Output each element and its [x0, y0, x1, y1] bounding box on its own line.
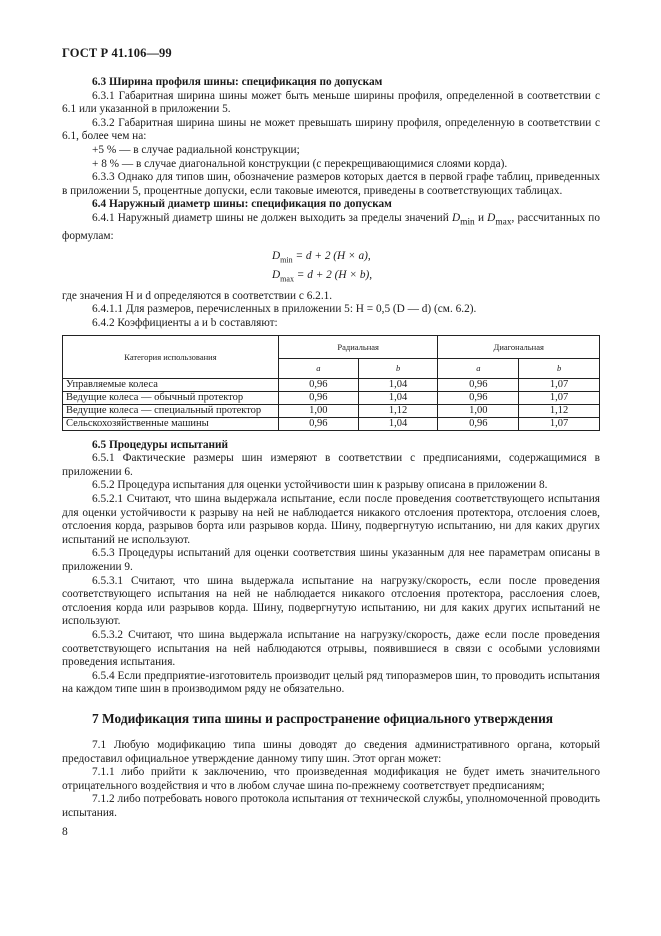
- formula-d: D: [272, 250, 281, 263]
- page-number: 8: [62, 826, 68, 838]
- cell-category: Ведущие колеса — специальный протектор: [63, 404, 279, 417]
- cell-diagonal-a: 0,96: [438, 391, 519, 404]
- paragraph-7-1-2: 7.1.2 либо потребовать нового протокола испытания от технической службы, уполномоченной проводить испытания.: [62, 793, 600, 819]
- formula-dmax-expr: = d + 2 (H × b),: [296, 268, 373, 281]
- list-item-diagonal: + 8 % — в случае диагональной конструкции (с перекрещивающимися слоями корда).: [92, 157, 508, 170]
- conjunction: и: [477, 211, 484, 224]
- table-row: [63, 378, 600, 391]
- cell-diagonal-b: 1,07: [519, 417, 600, 430]
- paragraph-6-4-2: 6.4.2 Коэффициенты a и b составляют:: [92, 317, 278, 330]
- coefficients-table: [62, 335, 600, 431]
- cell-diagonal-a: 0,96: [438, 417, 519, 430]
- cell-radial-a: 1,00: [278, 404, 358, 417]
- header-radial-b: b: [358, 358, 438, 378]
- paragraph-7-1: 7.1 Любую модификацию типа шины доводят до сведения административного органа, который предоставил официальное утверждение данному типу шин. Этот орган может:: [62, 738, 600, 765]
- cell-diagonal-b: 1,07: [519, 378, 600, 391]
- paragraph-6-5-2-1: 6.5.2.1 Считают, что шина выдержала испытание, если после проведения соответствующего испытания для оценки устойчивости к разрыву на ней не наблюдается никакого отслоения протектора, отслоения слоев, отслоения корда, разрывов борта или разрывов корда. Шину, подвергнутую испытанию, ни для каких других испытаний не используют.: [62, 493, 600, 546]
- cell-radial-a: 0,96: [278, 417, 358, 430]
- formula-sub-max: max: [280, 273, 294, 283]
- paragraph-7-1-1: 7.1.1 либо прийти к заключению, что произведенная модификация не будет иметь значительного отрицательного воздействия и что в любом случае шина по-прежнему соответствует предписаниям;: [62, 766, 600, 792]
- subscript-max: max: [495, 217, 512, 228]
- cell-category: Ведущие колеса — обычный протектор: [63, 391, 279, 404]
- header-radial: Радиальная: [278, 335, 438, 358]
- symbol-d: D: [487, 211, 496, 224]
- table-row: [63, 417, 600, 430]
- paragraph-6-3-1: 6.3.1 Габаритная ширина шины может быть меньше ширины профиля, определенной в соответствии с 6.1 или указанной в приложении 5.: [62, 89, 600, 116]
- paragraph-6-3-2: 6.3.2 Габаритная ширина шины не может превышать ширину профиля, определенную в соответствии с 6.1, более чем на:: [62, 116, 600, 143]
- paragraph-6-4-1: [62, 212, 600, 243]
- cell-diagonal-a: 1,00: [438, 404, 519, 417]
- section-6-3-title: 6.3 Ширина профиля шины: спецификация по допускам: [92, 76, 383, 88]
- cell-radial-b: 1,04: [358, 378, 438, 391]
- cell-radial-a: 0,96: [278, 378, 358, 391]
- cell-diagonal-b: 1,12: [519, 404, 600, 417]
- paragraph-6-5-3: 6.5.3 Процедуры испытаний для оценки соответствия шины указанным для нее параметрам описаны в приложении 9.: [62, 547, 600, 573]
- cell-diagonal-b: 1,07: [519, 391, 600, 404]
- paragraph-6-5-3-2: 6.5.3.2 Считают, что шина выдержала испытание на нагрузку/скорость, даже если после проведения соответствующего испытания на ней наблюдаются отрывы, появившиеся в связи с особыми условиями проведения испытания.: [62, 628, 600, 669]
- section-6-5-title: 6.5 Процедуры испытаний: [92, 438, 229, 451]
- cell-radial-a: 0,96: [278, 391, 358, 404]
- header-diagonal-a: a: [438, 358, 519, 378]
- cell-radial-b: 1,04: [358, 417, 438, 430]
- formula-block: [272, 249, 600, 286]
- document-body: [62, 76, 600, 821]
- paragraph-6-5-2: 6.5.2 Процедура испытания для оценки устойчивости шин к разрыву описана в приложении 8.: [92, 479, 548, 492]
- paragraph-6-4-1-tail: , рассчитанных по формулам:: [62, 211, 600, 242]
- document-code: ГОСТ Р 41.106—99: [62, 46, 172, 60]
- header-diagonal-b: b: [519, 358, 600, 378]
- list-item-radial: +5 % — в случае радиальной конструкции;: [92, 143, 300, 156]
- paragraph-6-5-1: 6.5.1 Фактические размеры шин измеряют в соответствии с предписаниями, содержащимися в приложении 6.: [62, 452, 600, 478]
- cell-category: Сельскохозяйственные машины: [63, 417, 279, 430]
- cell-diagonal-a: 0,96: [438, 378, 519, 391]
- paragraph-6-5-3-1: 6.5.3.1 Считают, что шина выдержала испытание на нагрузку/скорость, если после проведения соответствующего испытания на ней не наблюдается никакого отслоения протектора, расслоения слоев, отслоения корда или разрывов корда. Шину, подвергнутую испытанию, ни для каких других испытаний не используют.: [62, 574, 600, 628]
- cell-category: Управляемые колеса: [63, 378, 279, 391]
- paragraph-where: где значения H и d определяются в соответствии с 6.2.1.: [62, 289, 333, 302]
- header-radial-a: a: [278, 358, 358, 378]
- table-row: [63, 391, 600, 404]
- coefficients-table-wrapper: [62, 335, 600, 431]
- paragraph-6-4-1-1: 6.4.1.1 Для размеров, перечисленных в приложении 5: H = 0,5 (D — d) (см. 6.2).: [92, 303, 477, 316]
- header-diagonal: Диагональная: [438, 335, 600, 358]
- subscript-min: min: [460, 217, 475, 228]
- formula-d: D: [272, 268, 281, 281]
- cell-radial-b: 1,12: [358, 404, 438, 417]
- paragraph-6-4-1-text: 6.4.1 Наружный диаметр шины не должен выходить за пределы значений: [92, 211, 449, 224]
- formula-dmax: [272, 268, 600, 286]
- table-header-row: [63, 335, 600, 358]
- formula-dmin: [272, 249, 600, 267]
- section-6-4-title: 6.4 Наружный диаметр шины: спецификация по допускам: [92, 198, 392, 211]
- cell-radial-b: 1,04: [358, 391, 438, 404]
- paragraph-6-3-3: 6.3.3 Однако для типов шин, обозначение размеров которых дается в первой графе таблиц, приведенных в приложении 5, процентные допуски, если таковые имеются, приведены в соответствующих таблицах.: [62, 171, 600, 197]
- paragraph-6-5-4: 6.5.4 Если предприятие-изготовитель производит целый ряд типоразмеров шин, то проводить испытания на каждом типе шин в производимом ряду не обязательно.: [62, 669, 600, 696]
- section-7-title: 7 Модификация типа шины и распространение официального утверждения: [92, 710, 554, 726]
- formula-sub-min: min: [280, 255, 293, 265]
- symbol-d: D: [451, 211, 461, 224]
- header-category: Категория использования: [63, 335, 279, 378]
- table-row: [63, 404, 600, 417]
- formula-dmin-expr: = d + 2 (H × a),: [295, 250, 371, 263]
